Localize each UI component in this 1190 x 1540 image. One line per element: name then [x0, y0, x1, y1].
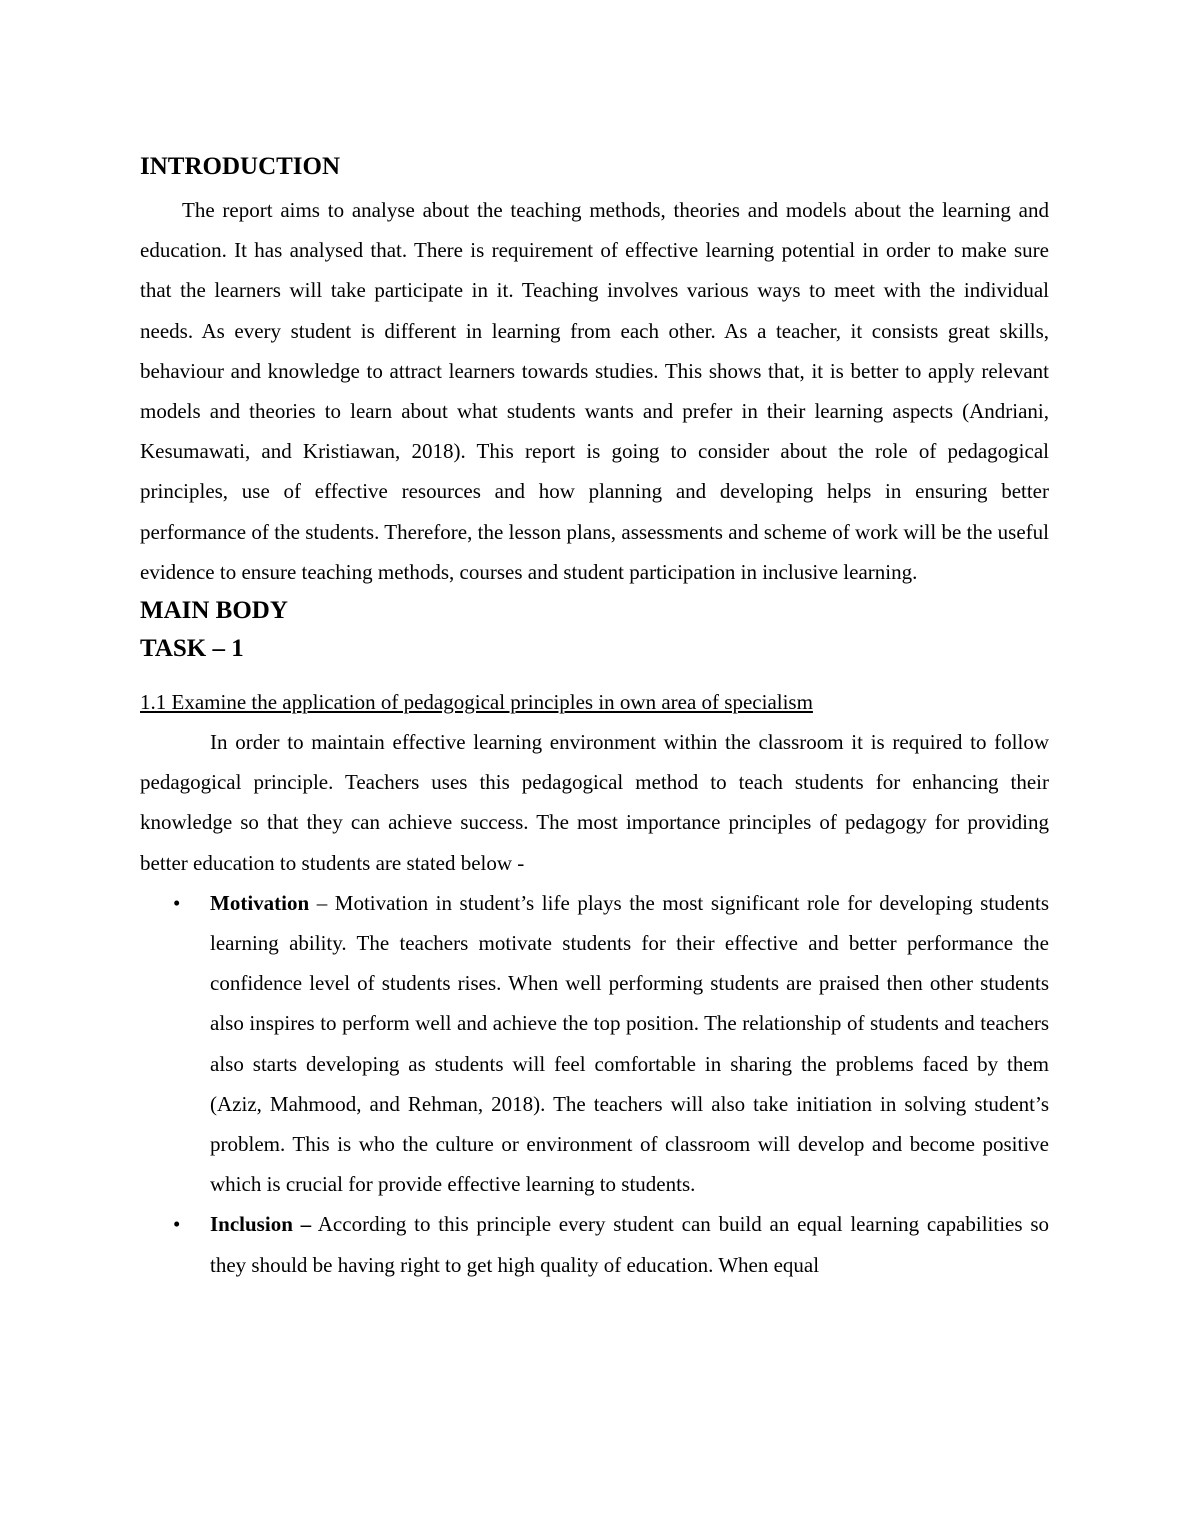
bullet-icon: • [173, 1212, 181, 1237]
introduction-paragraph: The report aims to analyse about the teaching methods, theories and models about the learning and education. It has analysed that. There is requirement of effective learning potential in order to make sure that the learners will take participate in it. Teaching involves various ways to meet with the individual needs. As every student is different in learning from each other. As a teacher, it consists great skills, behaviour and knowledge to attract learners towards studies. This shows that, it is better to apply relevant models and theories to learn about what students wants and prefer in their learning aspects (Andriani, Kesumawati, and Kristiawan, 2018). This report is going to consider about the role of pedagogical principles, use of effective resources and how planning and developing helps in ensuring better performance of the students. Therefore, the lesson plans, assessments and scheme of work will be the useful evidence to ensure teaching methods, courses and student participation in inclusive learning. [140, 198, 1049, 584]
section-1-1-paragraph: In order to maintain effective learning environment within the classroom it is required to follow pedagogical principle. Teachers uses this pedagogical method to teach students for enhancing their knowledge so that they can achieve success. The most importance principles of pedagogy for providing better education to students are stated below - [140, 730, 1049, 875]
principle-description: – Motivation in student’s life plays the most significant role for developing students learning ability. The teachers motivate students for their effective and better performance the confidence level of students rises. When well performing students are praised then other students also inspires to perform well and achieve the top position. The relationship of students and teachers also starts developing as students will feel comfortable in sharing the problems faced by them (Aziz, Mahmood, and Rehman, 2018). The teachers will also take initiation in solving student’s problem. This is who the culture or environment of classroom will develop and become positive which is crucial for provide effective learning to students. [210, 890, 1049, 1197]
introduction-heading: INTRODUCTION [140, 153, 341, 180]
principle-term: Inclusion – [210, 1212, 312, 1237]
task-1-heading: TASK – 1 [140, 635, 244, 663]
document-page [140, 148, 1049, 1285]
pedagogy-principles-list [140, 883, 1049, 1285]
main-body-heading: MAIN BODY [140, 597, 288, 625]
principle-term: Motivation [210, 890, 310, 915]
list-item [140, 1204, 1049, 1284]
principle-description: According to this principle every student can build an equal learning capabilities so they should be having right to get high quality of education. When equal [210, 1212, 1049, 1277]
list-item [140, 883, 1049, 1205]
section-1-1-subheading: 1.1 Examine the application of pedagogical principles in own area of specialism [140, 690, 813, 715]
bullet-icon: • [173, 890, 181, 915]
